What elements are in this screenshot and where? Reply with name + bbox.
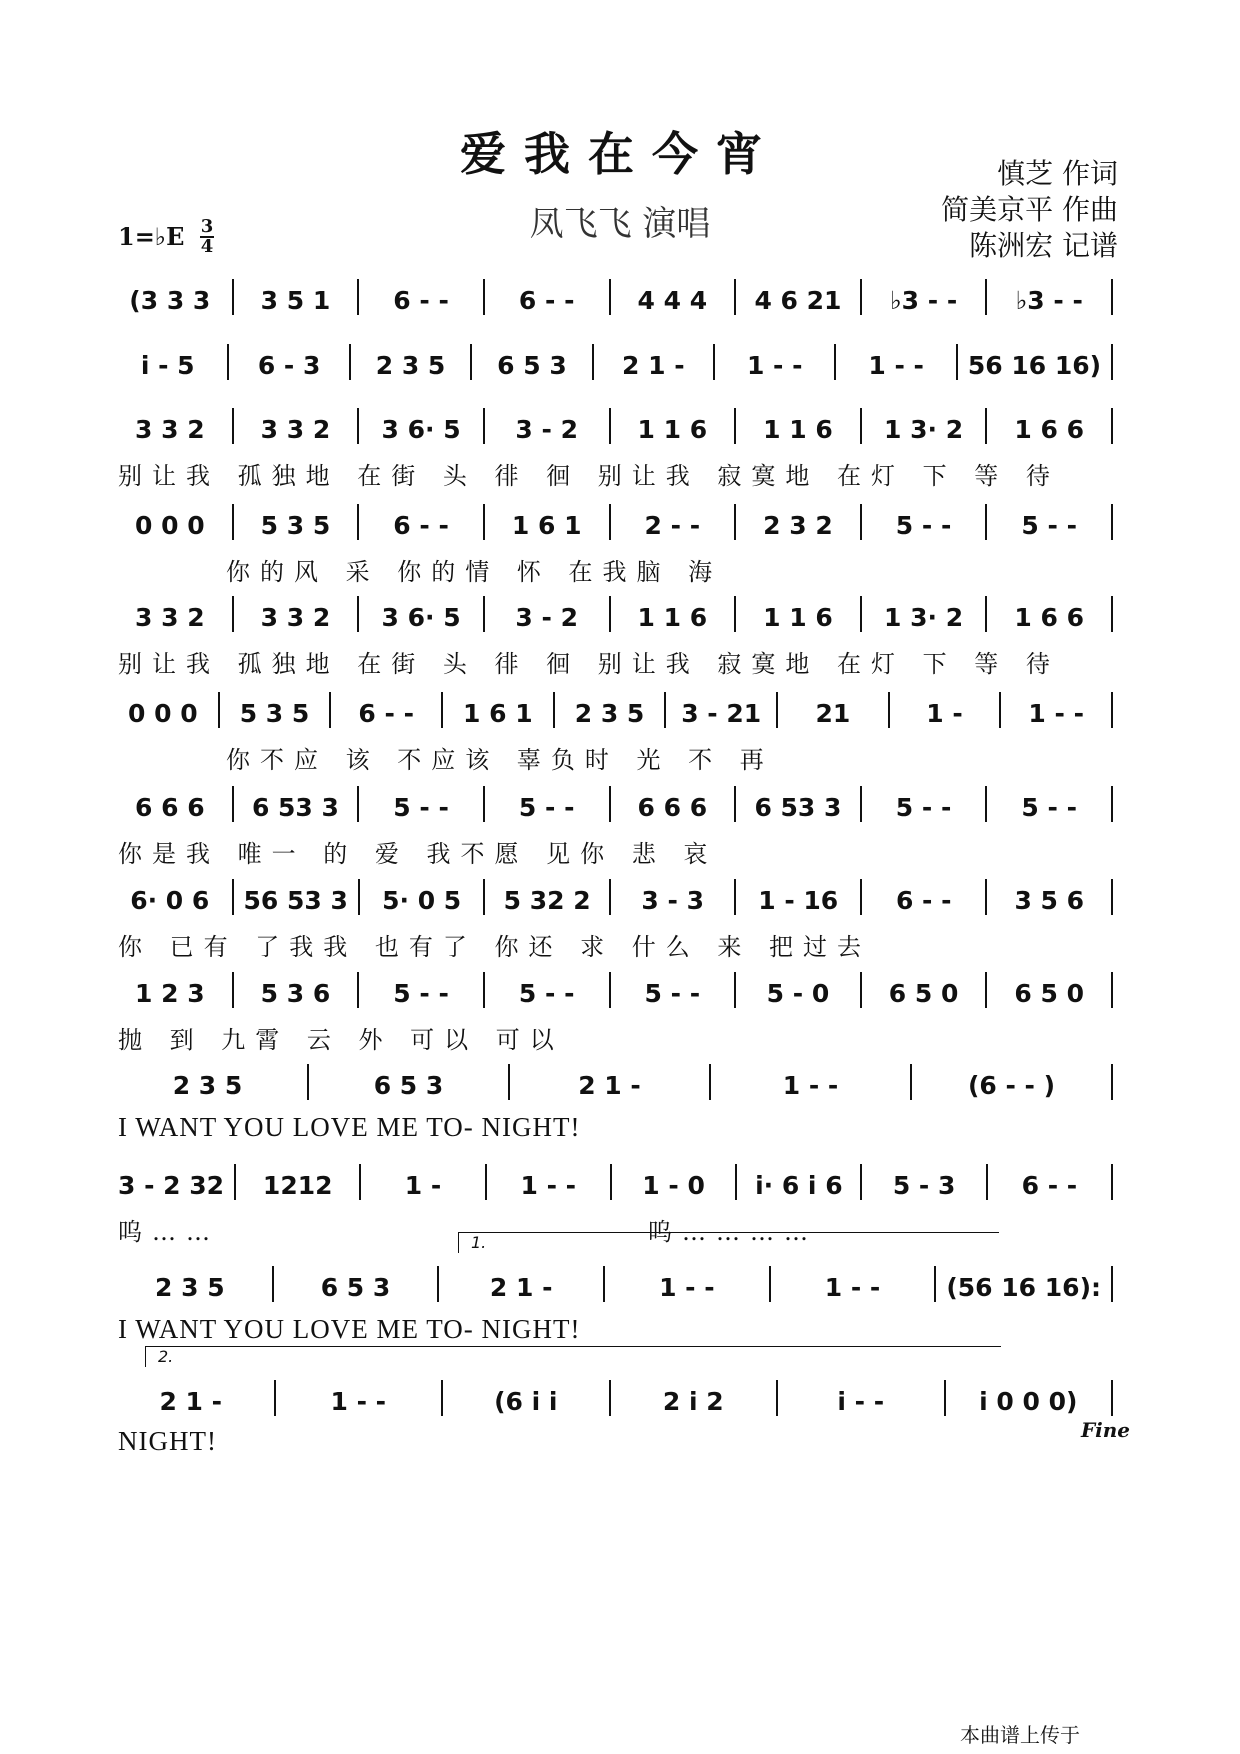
volta-label: 1. (471, 1233, 487, 1252)
bar-line (609, 279, 611, 315)
bar-line (441, 1380, 443, 1416)
bar-line (709, 1064, 711, 1100)
measure: 5 - 0 (766, 979, 830, 1008)
measure: 6 - - (393, 286, 449, 315)
measure: 1 - - (782, 1071, 839, 1100)
measure: 21 (815, 699, 851, 728)
lyric-text: NIGHT! (118, 1426, 217, 1456)
measure: 1 1 6 (763, 415, 833, 444)
bar-line (609, 408, 611, 444)
measure: 2 i 2 (662, 1387, 724, 1416)
measure: 1 - 0 (642, 1171, 705, 1200)
bar-line (553, 692, 555, 728)
measure: 2 3 5 (574, 699, 645, 728)
bar-line (357, 596, 359, 632)
composer-credit: 简美京平 作曲 (941, 193, 1118, 226)
bar-line (610, 1164, 612, 1200)
measure: 1 - - (659, 1273, 715, 1302)
bar-line (232, 786, 234, 822)
measure: 6 53 3 (251, 793, 339, 822)
transcriber-credit: 陈洲宏 记谱 (969, 229, 1118, 262)
time-top: 3 (200, 216, 214, 237)
measure: 5 32 2 (503, 886, 591, 915)
bar-line (1111, 279, 1113, 315)
bar-line (985, 786, 987, 822)
bar-line (1111, 1380, 1113, 1416)
bar-line (357, 786, 359, 822)
lyric-text: 别让我 孤独地 在街 头 徘 徊 别让我 寂寞地 在灯 下 等 待 (118, 650, 1060, 678)
bar-line (483, 786, 485, 822)
lyric-text: 你的风 采 你的情 怀 在我脑 海 (226, 558, 723, 586)
bar-line (734, 596, 736, 632)
notation-row (118, 275, 1123, 315)
bar-line (483, 279, 485, 315)
measure: i - 5 (140, 351, 195, 380)
measure: 6 5 3 (497, 351, 567, 380)
notation-row (118, 1376, 1123, 1416)
measure: 5 - - (518, 979, 575, 1008)
measure: (3 3 3 (129, 286, 211, 315)
measure: 2 1 - (159, 1387, 223, 1416)
key-signature: 1=♭E (118, 222, 185, 251)
measure: 1 3· 2 (884, 603, 964, 632)
song-title: 爱我在今宵 (460, 127, 780, 181)
measure: (6 i i (494, 1387, 558, 1416)
lyric-text: 你不应 该 不应该 辜负时 光 不 再 (226, 746, 774, 774)
measure: 2 3 5 (375, 351, 446, 380)
lyric-text: 呜………… (648, 1218, 818, 1246)
lyric-text: 别让我 孤独地 在街 头 徘 徊 别让我 寂寞地 在灯 下 等 待 (118, 462, 1060, 490)
bar-line (227, 344, 229, 380)
measure: 5 3 6 (260, 979, 331, 1008)
measure: 1 3· 2 (884, 415, 964, 444)
bar-line (609, 786, 611, 822)
notation-row (118, 404, 1123, 444)
notation-row (118, 1262, 1123, 1302)
measure: 2 3 2 (763, 511, 833, 540)
bar-line (1111, 596, 1113, 632)
bar-line (1111, 344, 1113, 380)
bar-line (234, 1164, 236, 1200)
measure: 4 6 21 (754, 286, 842, 315)
time-signature (200, 218, 214, 256)
bar-line (985, 504, 987, 540)
measure: 1 2 3 (135, 979, 205, 1008)
measure: i 0 0 0) (979, 1387, 1078, 1416)
bar-line (860, 279, 862, 315)
measure: 5· 0 5 (382, 886, 462, 915)
bar-line (734, 972, 736, 1008)
bar-line (713, 344, 715, 380)
bar-line (776, 1380, 778, 1416)
notation-row (118, 688, 1123, 728)
bar-line (860, 972, 862, 1008)
bar-line (834, 344, 836, 380)
bar-line (232, 279, 234, 315)
bar-line (860, 1164, 862, 1200)
measure: 1 - (926, 699, 963, 728)
bar-line (483, 879, 485, 915)
bar-line (483, 408, 485, 444)
measure: 5 3 5 (239, 699, 310, 728)
bar-line (944, 1380, 946, 1416)
notation-row (118, 1160, 1123, 1200)
bar-line (437, 1266, 439, 1302)
measure: 5 - - (518, 793, 575, 822)
bar-line (769, 1266, 771, 1302)
measure: 1 1 6 (763, 603, 833, 632)
bar-line (609, 972, 611, 1008)
notation-row (118, 1060, 1123, 1100)
bar-line (860, 596, 862, 632)
measure: 3 5 6 (1014, 886, 1085, 915)
bar-line (232, 879, 234, 915)
measure: 5 - - (895, 793, 952, 822)
measure: 2 1 - (622, 351, 685, 380)
measure: 1212 (262, 1171, 333, 1200)
bar-line (664, 692, 666, 728)
measure: 6 - - (895, 886, 952, 915)
measure: 1 1 6 (637, 415, 708, 444)
bar-line (359, 1164, 361, 1200)
bar-line (470, 344, 472, 380)
bar-line (1111, 1064, 1113, 1100)
bar-line (1111, 786, 1113, 822)
bar-line (860, 786, 862, 822)
bar-line (592, 344, 594, 380)
measure: 3 3 2 (135, 415, 205, 444)
bar-line (274, 1380, 276, 1416)
measure: 5 - - (644, 979, 701, 1008)
measure: 6 53 3 (754, 793, 842, 822)
bar-line (609, 504, 611, 540)
measure: 3 - 2 (515, 603, 578, 632)
bar-line (734, 504, 736, 540)
footer-note: 本曲谱上传于 (960, 1723, 1080, 1747)
notation-row (118, 968, 1123, 1008)
bar-line (357, 972, 359, 1008)
bar-line (860, 879, 862, 915)
measure: i· 6 i 6 (755, 1171, 843, 1200)
measure: (6 - - ) (967, 1071, 1056, 1100)
notation-row (118, 340, 1123, 380)
measure: 1 - - (330, 1387, 387, 1416)
bar-line (603, 1266, 605, 1302)
bar-line (985, 408, 987, 444)
volta-bracket (145, 1346, 1001, 1367)
bar-line (609, 596, 611, 632)
measure: 1 - 16 (758, 886, 839, 915)
measure: ♭3 - - (889, 286, 958, 315)
measure: 1 - - (1028, 699, 1084, 728)
bar-line (956, 344, 958, 380)
measure: 1 6 1 (511, 511, 582, 540)
bar-line (485, 1164, 487, 1200)
measure: 5 3 5 (260, 511, 331, 540)
notation-row (118, 782, 1123, 822)
measure: 56 16 16) (967, 351, 1102, 380)
bar-line (985, 972, 987, 1008)
bar-line (986, 1164, 988, 1200)
bar-line (357, 408, 359, 444)
measure: 1 6 6 (1014, 603, 1084, 632)
bar-line (307, 1064, 309, 1100)
bar-line (985, 879, 987, 915)
bar-line (357, 504, 359, 540)
lyric-text: 呜…… (118, 1218, 220, 1246)
measure: 2 - - (644, 511, 701, 540)
measure: 6 6 6 (135, 793, 205, 822)
bar-line (860, 408, 862, 444)
measure: 3 - 3 (641, 886, 704, 915)
measure: 5 - - (393, 793, 449, 822)
measure: 1 - (404, 1171, 442, 1200)
bar-line (734, 408, 736, 444)
measure: 5 - 3 (892, 1171, 956, 1200)
bar-line (272, 1266, 274, 1302)
measure: 3 - 2 32 (118, 1171, 225, 1200)
measure: 6 - - (358, 699, 414, 728)
bar-line (934, 1266, 936, 1302)
lyric-text: 你 已有 了我我 也有了 你还 求 什么 来 把过去 (118, 933, 872, 961)
bar-line (860, 504, 862, 540)
measure: i - - (837, 1387, 885, 1416)
bar-line (483, 504, 485, 540)
bar-line (1111, 504, 1113, 540)
bar-line (232, 504, 234, 540)
bar-line (1111, 879, 1113, 915)
lyricist-credit: 慎芝 作词 (997, 157, 1118, 190)
bar-line (357, 279, 359, 315)
notation-row (118, 500, 1123, 540)
bar-line (776, 692, 778, 728)
measure: 6 5 0 (1014, 979, 1084, 1008)
measure: 2 1 - (578, 1071, 641, 1100)
measure: 3 - 2 (515, 415, 578, 444)
measure: 3 3 2 (260, 603, 331, 632)
singer: 凤飞飞 演唱 (529, 204, 711, 244)
bar-line (888, 692, 890, 728)
notation-row (118, 592, 1123, 632)
measure: 2 1 - (489, 1273, 553, 1302)
bar-line (1111, 972, 1113, 1008)
measure: 3 5 1 (260, 286, 331, 315)
measure: 6 5 3 (320, 1273, 391, 1302)
measure: 2 3 5 (172, 1071, 243, 1100)
measure: 5 - - (895, 511, 952, 540)
time-bottom: 4 (200, 236, 214, 257)
volta-bracket (458, 1232, 999, 1253)
lyric-text: 你是我 唯一 的 爱 我不愿 见你 悲 哀 (118, 840, 718, 868)
bar-line (985, 596, 987, 632)
measure: 1 1 6 (637, 603, 708, 632)
bar-line (232, 596, 234, 632)
measure: 6 - - (393, 511, 449, 540)
bar-line (232, 408, 234, 444)
bar-line (734, 786, 736, 822)
measure: 1 - - (746, 351, 803, 380)
bar-line (1111, 1164, 1113, 1200)
volta-label: 2. (158, 1347, 174, 1366)
bar-line (218, 692, 220, 728)
measure: 3 3 2 (135, 603, 205, 632)
measure: 1 6 1 (463, 699, 533, 728)
measure: 6 5 0 (888, 979, 959, 1008)
bar-line (910, 1064, 912, 1100)
lyric-text: I WANT YOU LOVE ME TO- NIGHT! (118, 1112, 581, 1142)
bar-line (1111, 1266, 1113, 1302)
measure: 1 - - (824, 1273, 881, 1302)
bar-line (358, 879, 360, 915)
measure: 0 0 0 (135, 511, 205, 540)
measure: 6 6 6 (637, 793, 708, 822)
measure: 0 0 0 (128, 699, 198, 728)
bar-line (483, 596, 485, 632)
measure: 6 5 3 (373, 1071, 444, 1100)
measure: 6· 0 6 (130, 886, 210, 915)
measure: 1 - - (868, 351, 924, 380)
measure: 5 - - (1021, 793, 1077, 822)
bar-line (985, 279, 987, 315)
measure: 1 - - (520, 1171, 577, 1200)
bar-line (508, 1064, 510, 1100)
fine-mark: Fine (1080, 1418, 1130, 1442)
measure: 56 53 3 (243, 886, 348, 915)
measure: 3 3 2 (260, 415, 331, 444)
measure: 3 6· 5 (381, 415, 461, 444)
measure: 4 4 4 (637, 286, 708, 315)
measure: ♭3 - - (1015, 286, 1083, 315)
bar-line (735, 1164, 737, 1200)
bar-line (734, 279, 736, 315)
notation-row (118, 875, 1123, 915)
measure: 3 - 21 (681, 699, 762, 728)
bar-line (483, 972, 485, 1008)
measure: 3 6· 5 (381, 603, 461, 632)
bar-line (609, 879, 611, 915)
measure: 1 6 6 (1014, 415, 1084, 444)
measure: 6 - - (518, 286, 575, 315)
bar-line (1111, 692, 1113, 728)
measure: 5 - - (393, 979, 449, 1008)
bar-line (329, 692, 331, 728)
bar-line (999, 692, 1001, 728)
bar-line (609, 1380, 611, 1416)
lyric-text: I WANT YOU LOVE ME TO- NIGHT! (118, 1314, 581, 1344)
measure: 6 - - (1021, 1171, 1078, 1200)
bar-line (441, 692, 443, 728)
measure: 6 - 3 (257, 351, 321, 380)
bar-line (734, 879, 736, 915)
bar-line (1111, 408, 1113, 444)
lyric-text: 抛 到 九霄 云 外 可以 可以 (118, 1026, 564, 1054)
measure: (56 16 16): (946, 1273, 1101, 1302)
bar-line (349, 344, 351, 380)
bar-line (232, 972, 234, 1008)
measure: 2 3 5 (155, 1273, 225, 1302)
measure: 5 - - (1021, 511, 1077, 540)
